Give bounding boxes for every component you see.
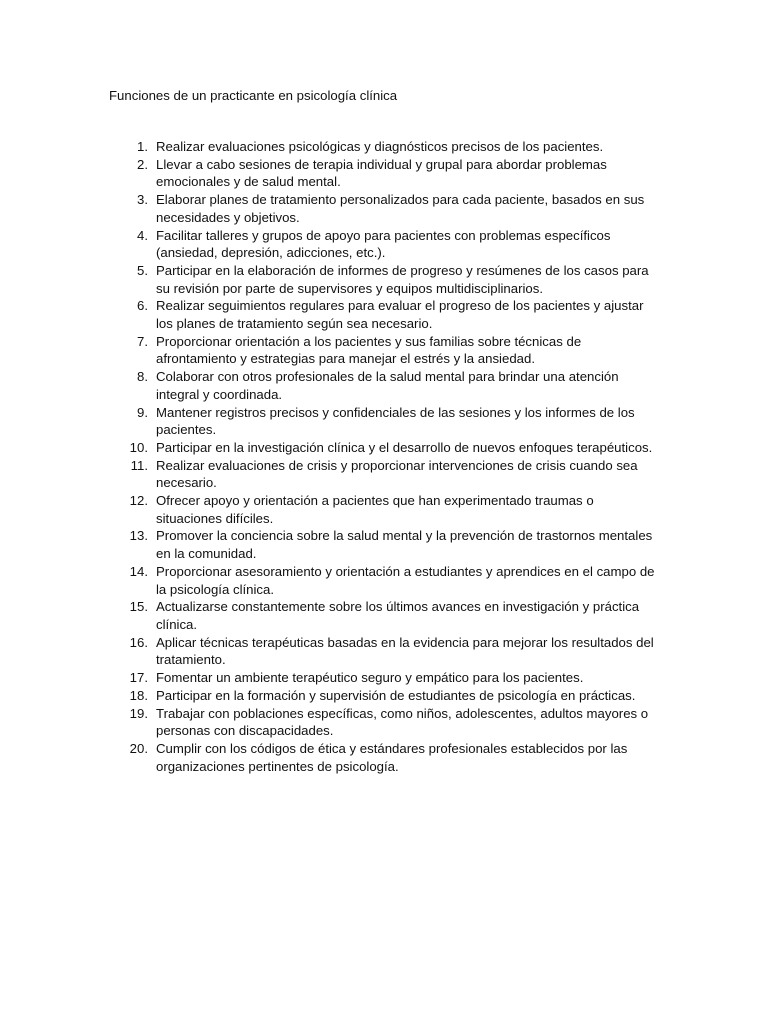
item-number: 7. bbox=[137, 333, 148, 349]
item-number: 4. bbox=[137, 227, 148, 243]
item-text: Actualizarse constantemente sobre los últimos avances en investigación y práctica clínica. bbox=[156, 599, 640, 632]
item-number: 2. bbox=[137, 156, 148, 172]
list-item bbox=[0, 687, 662, 705]
item-number: 17. bbox=[129, 670, 148, 686]
item-number: 20. bbox=[129, 740, 148, 756]
item-text: Ofrecer apoyo y orientación a pacientes que han experimentado traumas o situaciones difíciles. bbox=[156, 493, 594, 526]
item-number: 5. bbox=[137, 262, 148, 278]
document-title: Funciones de un practicante en psicología clínica bbox=[109, 88, 398, 103]
item-text: Fomentar un ambiente terapéutico seguro y empático para los pacientes. bbox=[156, 670, 584, 686]
item-number: 1. bbox=[137, 139, 148, 154]
item-number: 15. bbox=[129, 599, 148, 615]
list-item bbox=[0, 527, 662, 562]
item-text: Facilitar talleres y grupos de apoyo para pacientes con problemas específicos (ansiedad, depresión, adicciones, etc.). bbox=[156, 227, 611, 261]
item-text: Realizar evaluaciones psicológicas y diagnósticos precisos de los pacientes. bbox=[156, 139, 604, 154]
item-text: Aplicar técnicas terapéuticas basadas en la evidencia para mejorar los resultados del tratamiento. bbox=[156, 634, 654, 668]
item-text: Trabajar con poblaciones específicas, como niños, adolescentes, adultos mayores o personas con discapacidades. bbox=[156, 705, 649, 739]
list-item bbox=[0, 156, 662, 191]
item-number: 3. bbox=[137, 192, 148, 208]
item-text: Participar en la formación y supervisión de estudiantes de psicología en prácticas. bbox=[156, 687, 636, 703]
item-number: 11. bbox=[130, 457, 148, 473]
item-number: 18. bbox=[129, 687, 148, 703]
list-item bbox=[0, 227, 662, 262]
list-item bbox=[0, 297, 662, 332]
list-item bbox=[0, 492, 662, 527]
item-text: Participar en la investigación clínica y el desarrollo de nuevos enfoques terapéuticos. bbox=[156, 439, 653, 455]
list-item bbox=[0, 368, 662, 403]
item-text: Colaborar con otros profesionales de la salud mental para brindar una atención integral y coordinada. bbox=[156, 369, 619, 402]
list-item bbox=[0, 457, 662, 492]
list-item bbox=[0, 598, 662, 633]
list-item bbox=[0, 262, 662, 297]
functions-list bbox=[0, 138, 662, 775]
item-number: 10. bbox=[129, 439, 148, 455]
item-text: Mantener registros precisos y confidenciales de las sesiones y los informes de los pacientes. bbox=[156, 404, 635, 438]
list-item bbox=[0, 634, 662, 669]
list-item bbox=[0, 705, 662, 740]
item-number: 19. bbox=[129, 705, 148, 721]
list-item bbox=[0, 138, 662, 156]
item-text: Realizar evaluaciones de crisis y proporcionar intervenciones de crisis cuando sea necesario. bbox=[156, 457, 638, 491]
item-text: Proporcionar asesoramiento y orientación a estudiantes y aprendices en el campo de la psicología clínica. bbox=[156, 563, 655, 597]
item-text: Llevar a cabo sesiones de terapia individual y grupal para abordar problemas emocionales y de salud mental. bbox=[156, 156, 607, 190]
list-item bbox=[0, 740, 662, 775]
list-item bbox=[0, 333, 662, 368]
item-number: 14. bbox=[129, 563, 148, 579]
list-item bbox=[0, 191, 662, 226]
list-item bbox=[0, 439, 662, 457]
item-text: Promover la conciencia sobre la salud mental y la prevención de trastornos mentales en la comunidad. bbox=[156, 528, 653, 562]
list-item bbox=[0, 563, 662, 598]
list-item bbox=[0, 404, 662, 439]
item-number: 6. bbox=[137, 298, 148, 314]
item-number: 16. bbox=[129, 634, 148, 650]
item-number: 13. bbox=[129, 528, 148, 544]
item-number: 8. bbox=[137, 369, 148, 385]
item-number: 9. bbox=[137, 404, 148, 420]
item-number: 12. bbox=[129, 493, 148, 509]
list-item bbox=[0, 669, 662, 687]
item-text: Realizar seguimientos regulares para evaluar el progreso de los pacientes y ajustar los planes de tratamiento según sea necesario. bbox=[156, 298, 644, 332]
item-text: Proporcionar orientación a los pacientes y sus familias sobre técnicas de afrontamiento y estrategias para manejar el estrés y la ansiedad. bbox=[156, 333, 582, 367]
item-text: Cumplir con los códigos de ética y estándares profesionales establecidos por las organizaciones pertinentes de psicología. bbox=[156, 740, 628, 774]
item-text: Participar en la elaboración de informes de progreso y resúmenes de los casos para su revisión por parte de supervisores y equipos multidisciplinarios. bbox=[156, 262, 649, 296]
item-text: Elaborar planes de tratamiento personalizados para cada paciente, basados en sus necesidades y objetivos. bbox=[156, 192, 645, 225]
